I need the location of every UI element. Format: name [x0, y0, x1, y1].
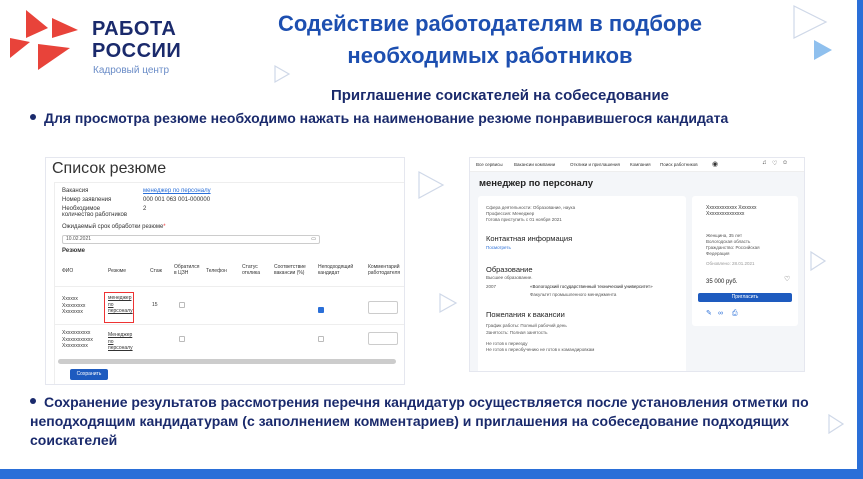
row-1-czn-checkbox[interactable] [179, 302, 185, 308]
profession-text: Профессия: Менеджер [486, 211, 535, 216]
row-2-resume-link[interactable]: Менеджер по персоналу [108, 332, 133, 351]
eye-icon[interactable]: ◉ [712, 161, 719, 168]
logo-text-line1: РАБОТА [92, 18, 177, 40]
slide-title: Содействие работодателям в подборе необходимых работников [277, 11, 703, 68]
right-accent-bar [857, 0, 863, 479]
calendar-icon[interactable]: ▭ [311, 236, 316, 242]
invite-button[interactable]: Пригласить [698, 293, 792, 302]
resume-section-label: Резюме [62, 248, 85, 254]
slide-subtitle: Приглашение соискателей на собеседование [330, 87, 670, 104]
updated-date: Обновлено: 28.01.2021 [706, 261, 755, 266]
col-phone: Телефон [206, 268, 227, 274]
sphere-text: Сфера деятельности: Образование, наука [486, 205, 576, 210]
deadline-input[interactable] [62, 235, 320, 244]
nav-item-services[interactable]: Все сервисы [476, 162, 503, 167]
triangle-outline-icon [437, 292, 459, 314]
col-resume: Резюме [108, 268, 126, 274]
row-2-comment-input[interactable] [368, 332, 398, 345]
bullet-1-text: Для просмотра резюме необходимо нажать на наименование резюме понравившегося кандидата [44, 110, 729, 126]
row-2-czn-checkbox[interactable] [179, 336, 185, 342]
col-match: Соответствие вакансии (%) [274, 264, 306, 276]
user-icon[interactable]: ☺ [782, 160, 789, 166]
row-1-unsuitable-checkbox[interactable] [318, 307, 324, 313]
contact-heading: Контактная информация [486, 234, 573, 243]
link-icon[interactable]: ∞ [718, 310, 723, 317]
bullet-1 [30, 109, 830, 128]
col-fio: ФИО [62, 268, 74, 274]
triangle-outline-icon [416, 170, 446, 200]
edit-icon[interactable]: ✎ [706, 310, 712, 317]
favorite-heart-icon[interactable]: ♡ [784, 276, 791, 283]
heart-icon[interactable]: ♡ [772, 161, 778, 167]
nav-item-search[interactable]: Поиск работников [660, 162, 698, 167]
candidate-gender-age: Женщина, 35 лет [706, 233, 743, 238]
education-year: 2007 [486, 284, 497, 289]
education-faculty: Факультет промышленного менеджмента [530, 292, 617, 297]
statement-value: 000 001 063 001-000000 [143, 197, 211, 203]
schedule-text: График работы: Полный рабочий день [486, 323, 567, 328]
contact-link[interactable]: Посмотреть [486, 245, 511, 250]
logo-text-line2: РОССИИ [92, 40, 182, 62]
vacancy-label: Вакансия [62, 188, 89, 194]
triangle-outline-icon [808, 250, 828, 272]
resume-list-title: Список резюме [52, 160, 167, 177]
education-level: Высшее образование. [486, 275, 533, 280]
deadline-label-text: Ожидаемый срок обработки резюме [62, 224, 164, 230]
candidate-citizenship: Гражданство: Российская Федерация [706, 245, 760, 256]
save-button[interactable]: Сохранить [70, 369, 108, 380]
row-2-name: Xxxxxxxxxxx Xxxxxxxxxxxx Xxxxxxxxxx [62, 330, 93, 349]
nav-item-company[interactable]: Компания [630, 162, 651, 167]
row-1-comment-input[interactable] [368, 301, 398, 314]
triangle-outline-icon [272, 64, 292, 84]
ready-text: Готова приступить с 01 ноября 2021 [486, 217, 562, 222]
employment-text: Занятость: Полная занятость [486, 330, 548, 335]
col-comment: Комментарий работодателя [368, 264, 401, 276]
candidate-region: Вологодская область [706, 239, 751, 244]
candidate-name: Xxxxxxxxxxxx Xxxxxxx Xxxxxxxxxxxxxxx [706, 205, 757, 217]
required-mark: * [163, 224, 166, 230]
row-1-resume-link[interactable]: менеджер по персоналу [108, 295, 133, 314]
trips-text: Не готов к переобучению не готов к командировкам [486, 347, 595, 352]
wishes-heading: Пожелания к вакансии [486, 310, 565, 319]
resume-title: менеджер по персоналу [479, 178, 594, 189]
vacancy-link[interactable]: менеджер по персоналу [143, 188, 211, 194]
col-unsuitable: Неподходящий кандидат [318, 264, 354, 276]
deadline-label [62, 224, 166, 230]
bullet-2 [30, 393, 830, 450]
logo-mark-icon [8, 8, 83, 74]
relocation-text: Не готов к переезду [486, 341, 528, 346]
bullet-2-text: Сохранение результатов рассмотрения перечня кандидатур осуществляется после установления отметки по неподходящим кандидатурам (с заполнением комментариев) и приглашения на собеседование подходящих соискателей [30, 394, 809, 448]
nav-item-vacancies[interactable]: Вакансии компании [514, 162, 556, 167]
row-1-name: Xxxxxx Xxxxxxxxx Xxxxxxxx [62, 296, 86, 315]
deadline-value: 10.02.2021 [66, 236, 92, 242]
print-icon[interactable]: ⎙ [732, 310, 738, 317]
count-value: 2 [143, 206, 147, 212]
logo [8, 8, 198, 78]
nav-item-responses[interactable]: Отклики и приглашения [570, 162, 620, 167]
top-nav [470, 158, 805, 172]
bullet-dot-icon [30, 398, 36, 404]
triangle-outline-icon [790, 4, 830, 40]
count-label: Необходимое количество работников [62, 206, 128, 218]
col-status: Статус отклика [242, 264, 260, 276]
education-university: «Вологодский государственный технический университет» [530, 284, 653, 289]
col-czn: Обратился в ЦЗН [174, 264, 200, 276]
col-stage: Стаж [150, 268, 162, 274]
bottom-accent-bar [0, 469, 863, 479]
resume-list-screenshot [45, 157, 405, 385]
resume-view-screenshot [469, 157, 805, 372]
logo-subtitle: Кадровый центр [93, 65, 170, 76]
bullet-dot-icon [30, 114, 36, 120]
horizontal-scrollbar[interactable] [58, 359, 396, 364]
bell-icon[interactable]: ♫ [762, 160, 767, 166]
statement-label: Номер заявления [62, 197, 112, 203]
education-heading: Образование [486, 265, 533, 274]
row-2-unsuitable-checkbox[interactable] [318, 336, 324, 342]
triangle-filled-icon [812, 38, 834, 62]
salary: 35 000 руб. [706, 279, 738, 285]
row-1-stage: 15 [152, 302, 158, 308]
